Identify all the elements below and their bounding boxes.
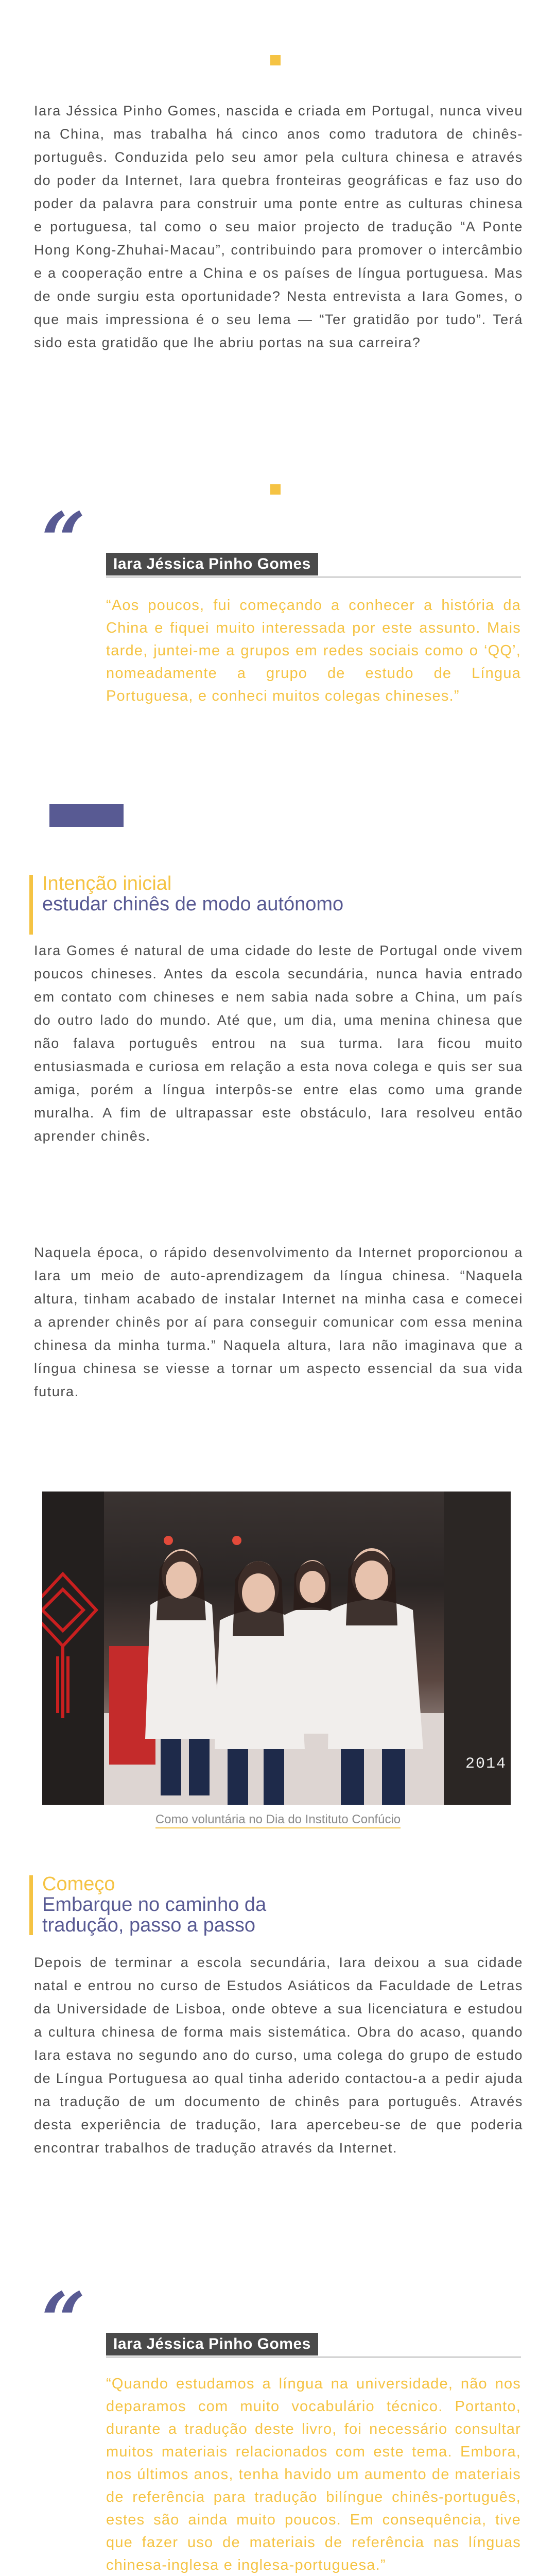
purple-block-decoration: [49, 804, 124, 827]
section-accent-bar: [29, 875, 33, 935]
quote-divider: [106, 577, 521, 578]
section-title: Embarque no caminho da tradução, passo a passo: [42, 1894, 267, 1936]
photo-illustration: [42, 1492, 511, 1805]
quote-author-badge: Iara Jéssica Pinho Gomes: [106, 553, 318, 575]
quote-text: “Quando estudamos a língua na universidade, não nos deparamos com muito vocabulário técnico. Portanto, durante a tradução deste livro, foi necessário consultar muitos materiais relacionados com este tema. Embora, nos últimos anos, tenha havido um aumento de materiais de referência para tradução bilíngue chinês-português, estes são ainda muito poucos. Em consequência, tive que fazer uso de materiais de referência nas línguas chinesa-inglesa e inglesa-portuguesa.”: [106, 2376, 521, 2573]
quote-author-badge: Iara Jéssica Pinho Gomes: [106, 2333, 318, 2355]
section-title: estudar chinês de modo autónomo: [42, 893, 344, 915]
quote-divider: [106, 2357, 521, 2358]
quote-text: “Aos poucos, fui começando a conhecer a história da China e fiquei muito interessada por este assunto. Mais tarde, juntei-me a grupos em redes sociais como o ‘QQ’, nomeadamente a grupo de estudo de Língua Portuguesa, e conheci muitos colegas chineses.”: [106, 597, 521, 704]
section2-paragraph-1: Depois de terminar a escola secundária, Iara deixou a sua cidade natal e entrou no curso de Estudos Asiáticos da Faculdade de Letras da Universidade de Lisboa, onde obteve a sua licenciatura e estudou a cultura chinesa de forma mais sistemática. Obra do acaso, quando Iara estava no segundo ano do curso, uma colega do grupo de estudo de Língua Portuguesa ao qual tinha aderido contactou-a a pedir ajuda na tradução de um documento de chinês para português. Através desta experiência de tradução, Iara apercebeu-se de que poderia encontrar trabalhos de tradução através da Internet.: [34, 1955, 523, 2156]
photo-caption: [0, 1811, 556, 1828]
section-kicker: Começo: [42, 1873, 115, 1895]
intro-paragraph: Iara Jéssica Pinho Gomes, nascida e criada em Portugal, nunca viveu na China, mas trabalha há cinco anos como tradutora de chinês-português. Conduzida pelo seu amor pela cultura chinesa e através do poder da Internet, Iara quebra fronteiras geográficas e faz uso do poder da palavra para construir uma ponte entre as culturas chinesa e portuguesa, tal como o seu maior projecto de tradução “A Ponte Hong Kong-Zhuhai-Macau”, contribuindo para promover o intercâmbio e a cooperação entre a China e os países de língua portuguesa. Mas de onde surgiu esta oportunidade? Nesta entrevista a Iara Gomes, o que mais impressiona é o seu lema — “Ter gratidão por tudo”. Terá sido esta gratidão que lhe abriu portas na sua carreira?: [34, 103, 523, 350]
photo-caption-text: Como voluntária no Dia do Instituto Confúcio: [155, 1812, 401, 1828]
volunteer-photo: [42, 1492, 511, 1805]
section1-paragraph-1: Iara Gomes é natural de uma cidade do leste de Portugal onde vivem poucos chineses. Antes da escola secundária, nunca havia entrado em contato com chineses e nem sabia nada sobre a China, um país do outro lado do mundo. Até que, um dia, uma menina chinesa que não falava português entrou na sua turma. Iara ficou muito entusiasmada e curiosa em relação a esta nova colega e quis ser sua amiga, porém a língua interpôs-se entre elas como uma grande muralha. A fim de ultrapassar este obstáculo, Iara resolveu então aprender chinês.: [34, 943, 523, 1144]
quote-mark-icon: “: [41, 2276, 86, 2366]
top-square-decoration: [270, 55, 281, 65]
section-kicker: Intenção inicial: [42, 873, 172, 894]
quote-mark-icon: “: [41, 496, 86, 586]
section-accent-bar: [29, 1875, 33, 1935]
section1-paragraph-2: Naquela época, o rápido desenvolvimento da Internet proporcionou a Iara um meio de auto-aprendizagem da língua chinesa. “Naquela altura, tinham acabado de instalar Internet na minha casa e comecei a aprender chinês por aí para conseguir comunicar com essa menina chinesa da minha turma.” Naquela altura, Iara não imaginava que a língua chinesa se viesse a tornar um aspecto essencial da sua vida futura.: [34, 1245, 523, 1399]
middle-square-decoration: [270, 484, 281, 495]
photo-year-stamp: 2014: [465, 1755, 507, 1773]
